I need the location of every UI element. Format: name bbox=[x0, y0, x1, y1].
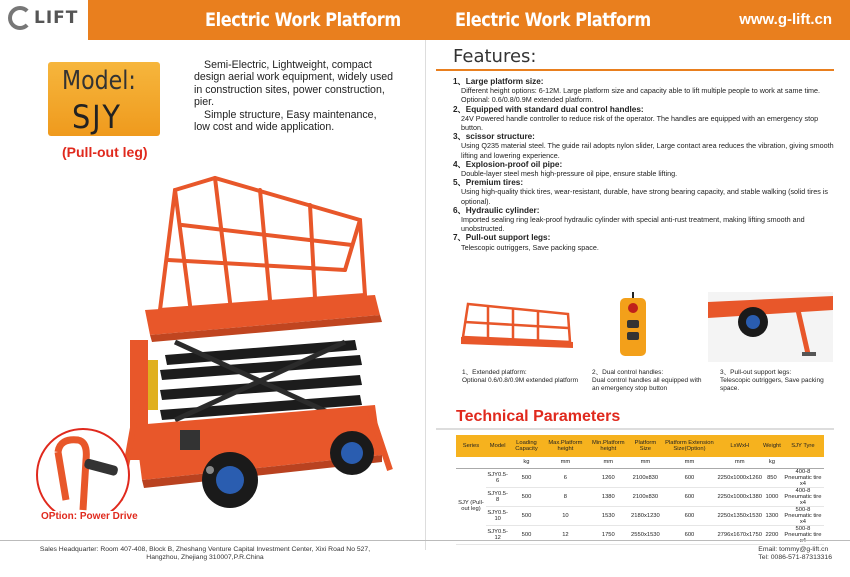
model-label: Model: bbox=[62, 66, 136, 96]
power-drive-option-image bbox=[36, 428, 130, 522]
footer-divider bbox=[0, 540, 850, 541]
unit-cell: kg bbox=[509, 457, 543, 468]
photo-caption-title: 3、Pull-out support legs: bbox=[720, 369, 792, 376]
table-row bbox=[456, 506, 824, 525]
product-description bbox=[194, 59, 394, 133]
footer-address bbox=[20, 546, 390, 563]
feature-item bbox=[453, 160, 838, 178]
table-cell: 2200 bbox=[762, 525, 782, 544]
header-title-right: Electric Work Platform bbox=[455, 9, 651, 31]
address-line: Sales Headquarter: Room 407-408, Block B, Zheshang Venture Capital Investment Center, Xixi Road No 527, bbox=[39, 546, 371, 553]
handle-icon bbox=[38, 430, 130, 522]
model-box bbox=[48, 62, 160, 136]
col-header: Max.Platform height bbox=[544, 435, 588, 457]
table-cell: 2250x1000x1260 bbox=[717, 468, 761, 487]
page-divider bbox=[425, 40, 426, 550]
col-header: SJY Tyre bbox=[782, 435, 824, 457]
feature-text: Double-layer steel mesh high-pressure oil pipe, ensure stable lifting. bbox=[461, 169, 678, 179]
logo-area bbox=[0, 0, 88, 40]
feature-item bbox=[453, 233, 838, 251]
table-row bbox=[456, 487, 824, 506]
features-divider bbox=[436, 69, 834, 71]
col-header: Platform Size bbox=[629, 435, 661, 457]
unit-cell: mm bbox=[717, 457, 761, 468]
support-legs-photo bbox=[708, 292, 833, 362]
feature-text: Using Q235 material steel. The guide rail adopts nylon slider, Large contact area reduces the vibration, giving smooth lifting and lowering experience. bbox=[461, 141, 834, 160]
table-cell: 12 bbox=[544, 525, 588, 544]
extended-platform-photo bbox=[458, 292, 578, 362]
feature-item bbox=[453, 77, 838, 105]
header-bar bbox=[0, 0, 850, 40]
table-cell: 2796x1670x1750 bbox=[717, 525, 761, 544]
series-cell: SJY (Pull-out leg) bbox=[456, 468, 486, 544]
model-variant: (Pull-out leg) bbox=[62, 144, 148, 160]
col-header: Platform Extension Size(Option) bbox=[661, 435, 717, 457]
table-row bbox=[456, 468, 824, 487]
col-header: LxWxH bbox=[717, 435, 761, 457]
table-cell: 600 bbox=[661, 506, 717, 525]
table-cell: 1000 bbox=[762, 487, 782, 506]
table-cell: 400-8 Pneumatic tire x4 bbox=[782, 487, 824, 506]
feature-title: 4、Explosion-proof oil pipe: bbox=[453, 159, 563, 169]
photo-caption-text: Optional 0.6/0.8/0.9M extended platform bbox=[462, 377, 578, 384]
logo-g-icon bbox=[8, 6, 32, 30]
feature-title: 5、Premium tires: bbox=[453, 178, 524, 188]
photo-caption-text: Dual control handles all equipped with an emergency stop button bbox=[592, 377, 702, 392]
table-cell: 500 bbox=[509, 487, 543, 506]
table-cell: 1260 bbox=[587, 468, 629, 487]
table-cell: 1300 bbox=[762, 506, 782, 525]
tech-params-title: Technical Parameters bbox=[456, 408, 621, 425]
table-cell: SJY0.5-8 bbox=[486, 487, 509, 506]
features-title: Features: bbox=[453, 46, 537, 67]
contact-email[interactable]: Email: tommy@g-lift.cn bbox=[758, 546, 829, 553]
footer-contact bbox=[758, 546, 832, 563]
photo-caption-title: 2、Dual control handles: bbox=[592, 369, 664, 376]
feature-title: 1、Large platform size: bbox=[453, 77, 544, 86]
table-units-row bbox=[456, 457, 824, 468]
table-cell: 500 bbox=[509, 468, 543, 487]
feature-text: Using high-quality thick tires, wear-resistant, durable, have strong bearing capacity, and stable walking (solid tires is optional). bbox=[461, 187, 829, 206]
table-cell: 500-8 Pneumatic tire x4 bbox=[782, 506, 824, 525]
unit-cell bbox=[486, 457, 509, 468]
table-cell: 850 bbox=[762, 468, 782, 487]
photo-caption-text: Telescopic outriggers, Save packing space. bbox=[720, 377, 824, 392]
tech-params-table bbox=[456, 435, 824, 545]
table-cell: 1750 bbox=[587, 525, 629, 544]
table-cell: 2250x1000x1380 bbox=[717, 487, 761, 506]
col-header: Model bbox=[486, 435, 509, 457]
table-cell: 6 bbox=[544, 468, 588, 487]
contact-phone: Tel: 0086-571-87313316 bbox=[758, 554, 832, 562]
table-cell: 1530 bbox=[587, 506, 629, 525]
table-cell: 500 bbox=[509, 506, 543, 525]
photo-caption-title: 1、Extended platform: bbox=[462, 369, 527, 376]
table-cell: 2100x830 bbox=[629, 487, 661, 506]
unit-cell: mm bbox=[629, 457, 661, 468]
logo-text: LIFT bbox=[34, 8, 79, 28]
table-row bbox=[456, 525, 824, 544]
col-header: Loading Capacity bbox=[509, 435, 543, 457]
table-cell: SJY0.5-12 bbox=[486, 525, 509, 544]
unit-cell: mm bbox=[544, 457, 588, 468]
feature-text: Telescopic outriggers, Save packing space. bbox=[461, 242, 599, 252]
option-label: OPtion: Power Drive bbox=[41, 511, 138, 522]
unit-cell: kg bbox=[762, 457, 782, 468]
table-cell: SJY0.5-10 bbox=[486, 506, 509, 525]
table-cell: 10 bbox=[544, 506, 588, 525]
scissor-lift-image bbox=[120, 170, 400, 530]
control-handle-photo bbox=[612, 292, 652, 362]
company-logo bbox=[8, 6, 78, 30]
feature-text: Imported sealing ring leak-proof hydraulic cylinder with special anti-rust treatment, making lifting smooth and unobstructed. bbox=[461, 215, 805, 234]
table-cell: 8 bbox=[544, 487, 588, 506]
feature-item bbox=[453, 206, 838, 234]
feature-title: 7、Pull-out support legs: bbox=[453, 233, 551, 243]
tech-params-divider bbox=[436, 428, 834, 430]
feature-item bbox=[453, 132, 838, 160]
table-cell: 500-8 Pneumatic tire bbox=[782, 525, 824, 544]
unit-cell bbox=[456, 457, 486, 468]
feature-text: 24V Powered handle controller to reduce risk of the operator. The handles are equipped with an emergency stop button. bbox=[461, 113, 819, 133]
description-paragraph: Semi-Electric, Lightweight, compact design aerial work equipment, widely used in construction sites, power construction, pier. bbox=[194, 59, 394, 109]
table-cell: 2100x830 bbox=[629, 468, 661, 487]
table-cell: 600 bbox=[661, 525, 717, 544]
description-paragraph: Simple structure, Easy maintenance, low cost and wide application. bbox=[194, 108, 377, 134]
unit-cell bbox=[782, 457, 824, 468]
table-cell: 1380 bbox=[587, 487, 629, 506]
unit-cell: mm bbox=[587, 457, 629, 468]
photo-caption-2 bbox=[592, 369, 702, 393]
table-cell: 2250x1350x1530 bbox=[717, 506, 761, 525]
features-list bbox=[453, 77, 838, 252]
model-code: SJY bbox=[72, 98, 122, 136]
table-cell: 2550x1530 bbox=[629, 525, 661, 544]
photo-caption-3 bbox=[720, 369, 830, 393]
photo-caption-1 bbox=[462, 369, 587, 385]
website-url: www.g-lift.cn bbox=[739, 11, 832, 28]
table-header-row bbox=[456, 435, 824, 457]
table-cell: 500 bbox=[509, 525, 543, 544]
feature-title: 6、Hydraulic cylinder: bbox=[453, 205, 540, 215]
table-cell: 400-8 Pneumatic tire x4 bbox=[782, 468, 824, 487]
col-header: Weight bbox=[762, 435, 782, 457]
feature-item bbox=[453, 178, 838, 206]
address-line: Hangzhou, Zhejiang 310007,P.R.China bbox=[146, 554, 264, 562]
unit-cell: mm bbox=[661, 457, 717, 468]
table-cell: 2180x1230 bbox=[629, 506, 661, 525]
feature-item bbox=[453, 105, 838, 133]
header-title-left: Electric Work Platform bbox=[205, 9, 401, 31]
table-cell: SJY0.5-6 bbox=[486, 468, 509, 487]
feature-title: 2、Equipped with standard dual control handles: bbox=[453, 104, 644, 114]
col-header: Min.Platform height bbox=[587, 435, 629, 457]
col-header: Series bbox=[456, 435, 486, 457]
feature-title: 3、scissor structure: bbox=[453, 132, 535, 142]
table-cell: 600 bbox=[661, 468, 717, 487]
feature-text: Different height options: 6-12M. Large platform size and capacity able to lift multiple people to work at same time. Optional: 0.6/0.8/0.9M extended platform. bbox=[461, 86, 821, 105]
table-cell: 600 bbox=[661, 487, 717, 506]
